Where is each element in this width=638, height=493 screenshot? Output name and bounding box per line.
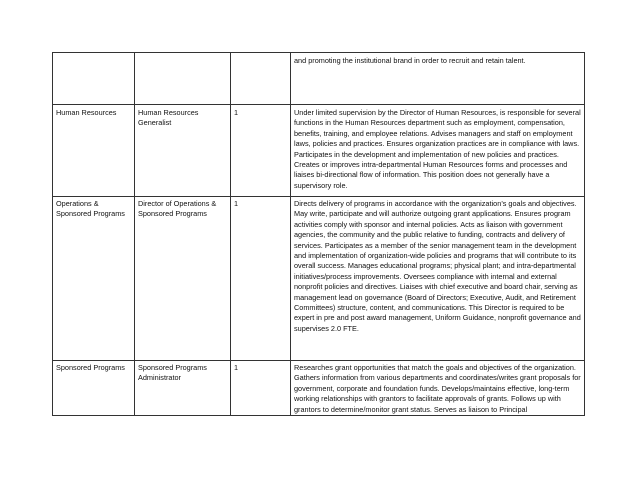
count-cell: 1: [231, 197, 291, 361]
department-cell: Human Resources: [53, 105, 135, 197]
description-cell: Directs delivery of programs in accordance with the organization’s goals and objectives. May write, participate and will authorize outgoing grant applications. Ensures program activities comply with sponsor and internal policies. Acts as liaison with government agencies, the community and the public relative to funding, contracts and delivery of services. Participates as a member of the senior management team in the development and implementation of organization-wide policies and programs that will contribute to its overall success. Manages educational programs; physical plant; and intra-departmental initiatives/process improvements. Oversees compliance with internal and external nonprofit policies and directives. Liaises with chief executive and board chair, serving as management lead on governance (Board of Directors; Executive, Audit, and Retirement Committees) structure, content, and communications. This Director is required to be expert in pre and post award management, Uniform Guidance, nonprofit governance and supervises 2.0 FTE.: [291, 197, 585, 361]
description-cell: Researches grant opportunities that match the goals and objectives of the organization. Gathers information from various departments and coordinates/writes grant proposals for government, corporate and foundation funds. Develops/maintains effective, long-term working relationships with grantors to facilitate approvals of grants. Follows up with grantors to determine/monitor grant status. Serves as liaison to Principal: [291, 361, 585, 416]
title-cell: [135, 53, 231, 105]
table-row: [53, 53, 585, 105]
count-cell: 1: [231, 361, 291, 416]
title-cell: Sponsored Programs Administrator: [135, 361, 231, 416]
table-row: [53, 197, 585, 361]
description-cell: and promoting the institutional brand in order to recruit and retain talent.: [291, 53, 585, 105]
title-cell: Human Resources Generalist: [135, 105, 231, 197]
count-cell: 1: [231, 105, 291, 197]
count-cell: [231, 53, 291, 105]
department-cell: [53, 53, 135, 105]
description-cell: Under limited supervision by the Director of Human Resources, is responsible for several functions in the Human Resources department such as employment, compensation, benefits, training, and employee relations. Advises managers and staff on employment laws, policies and practices. Ensures organization practices are in compliance with laws. Participates in the development and implementation of new policies and practices. Creates or improves intra-departmental Human Resources forms and processes and liaises bi-directional flow of information. This position does not generally have a supervisory role.: [291, 105, 585, 197]
staffing-table: [52, 52, 585, 416]
department-cell: Operations & Sponsored Programs: [53, 197, 135, 361]
table-row: [53, 361, 585, 416]
table-row: [53, 105, 585, 197]
title-cell: Director of Operations & Sponsored Programs: [135, 197, 231, 361]
department-cell: Sponsored Programs: [53, 361, 135, 416]
